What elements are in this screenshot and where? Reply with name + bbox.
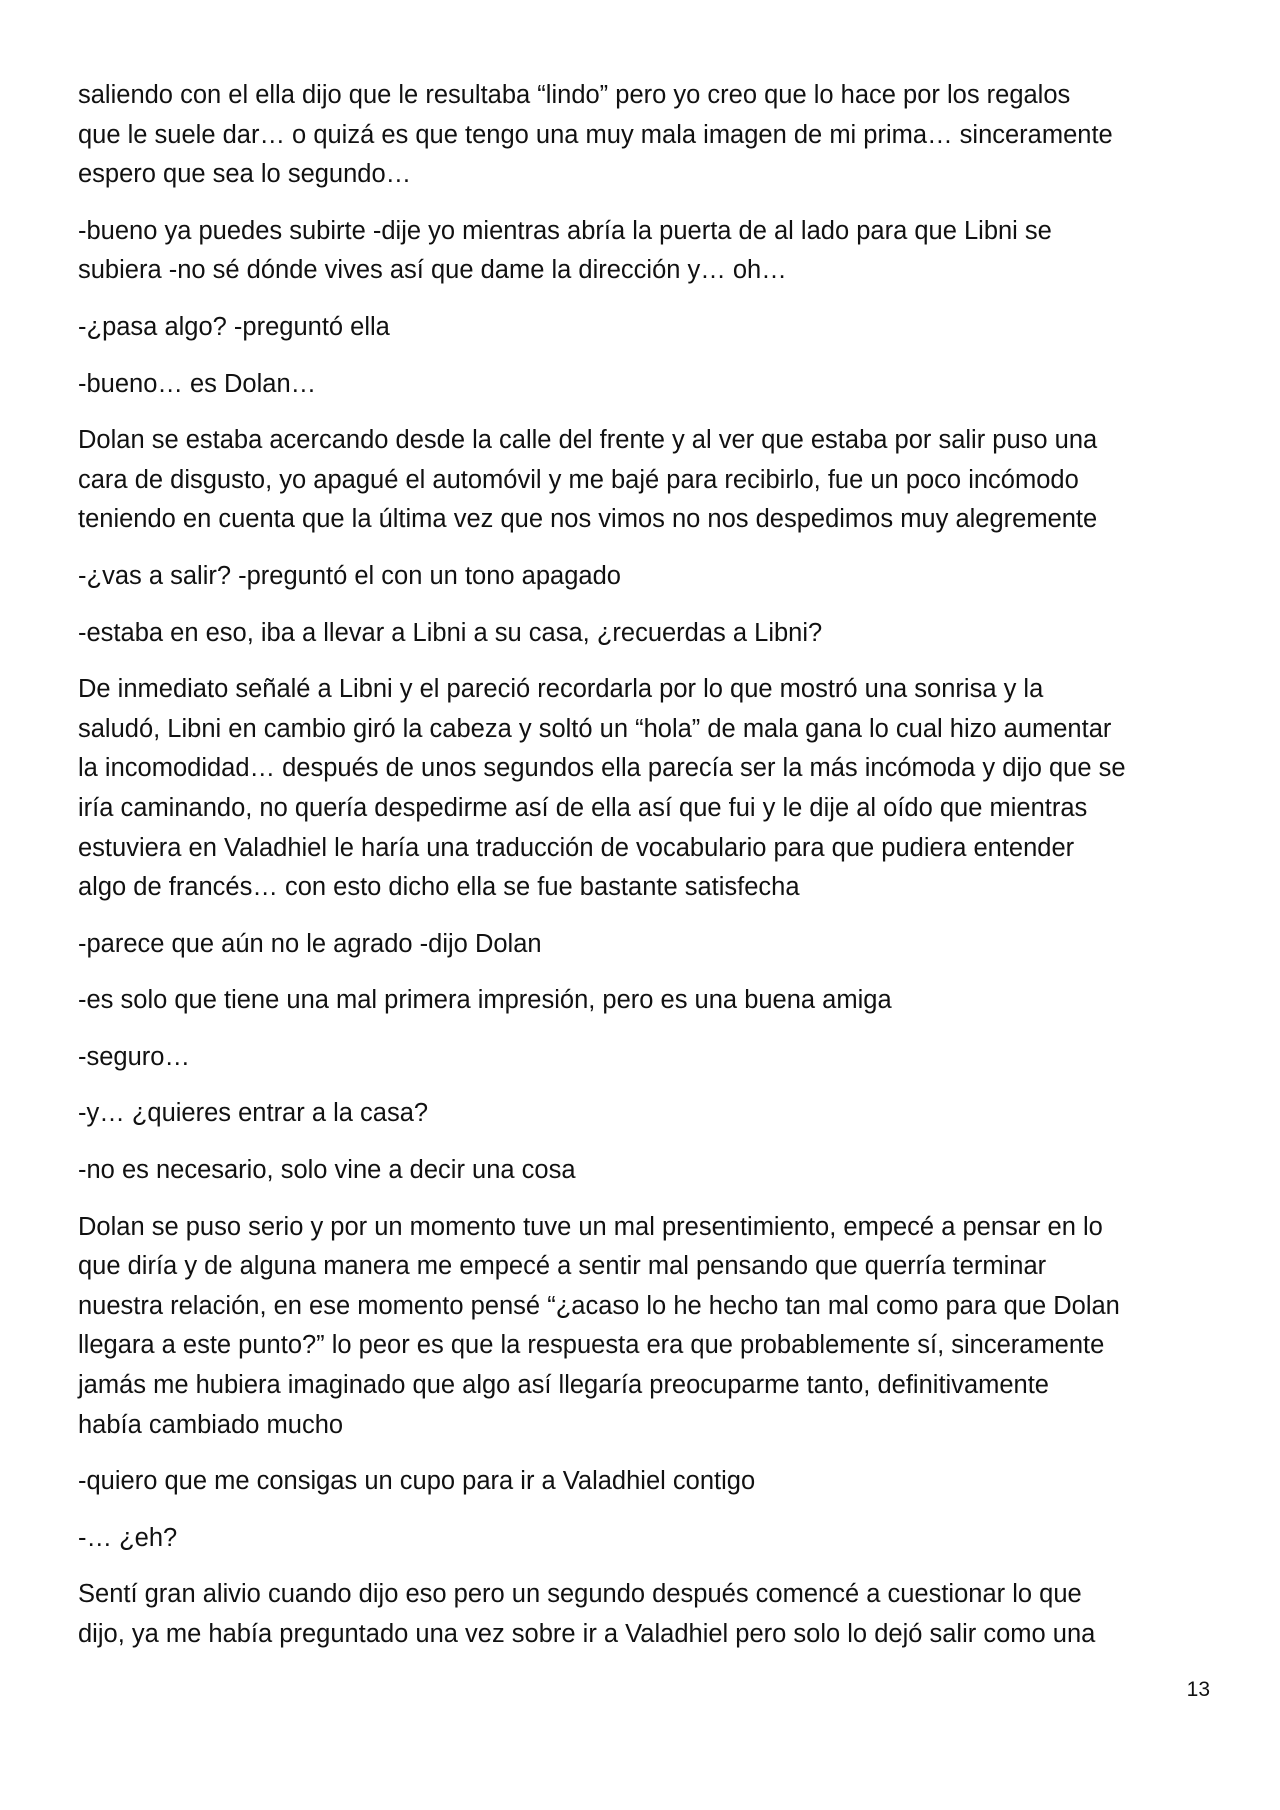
paragraph (78, 1038, 1208, 1078)
text-line: Dolan se estaba acercando desde la calle del frente y al ver que estaba por salir puso una (78, 426, 1098, 455)
text-line: -quiero que me consigas un cupo para ir a Valadhiel contigo (78, 1467, 756, 1496)
text-line: -y… ¿quieres entrar a la casa? (78, 1099, 429, 1128)
text-line: algo de francés… con esto dicho ella se fue bastante satisfecha (78, 873, 800, 902)
text-line: -bueno ya puedes subirte -dije yo mientras abría la puerta de al lado para que Libni se (78, 216, 1052, 245)
text-line: la incomodidad… después de unos segundos ella parecía ser la más incómoda y dijo que se (78, 754, 1126, 783)
text-line: -¿vas a salir? -preguntó el con un tono apagado (78, 561, 621, 590)
text-line: estuviera en Valadhiel le haría una traducción de vocabulario para que pudiera entender (78, 833, 1075, 862)
text-line: dijo, ya me había preguntado una vez sobre ir a Valadhiel pero solo lo dejó salir como una (78, 1620, 1096, 1648)
text-line: De inmediato señalé a Libni y el pareció recordarla por lo que mostró una sonrisa y la (78, 675, 1044, 704)
text-line: espero que sea lo segundo… (78, 160, 412, 189)
paragraph (78, 1575, 1208, 1654)
text-line: -no es necesario, solo vine a decir una cosa (78, 1156, 576, 1185)
paragraph (78, 925, 1208, 965)
text-line: nuestra relación, en ese momento pensé “¿acaso lo he hecho tan mal como para que Dolan (78, 1291, 1120, 1320)
paragraph (78, 76, 1208, 195)
paragraph (78, 421, 1208, 540)
text-line: jamás me hubiera imaginado que algo así llegaría preocuparme tanto, definitivamente (78, 1371, 1049, 1400)
text-line: Sentí gran alivio cuando dijo eso pero un segundo después comencé a cuestionar lo que (78, 1580, 1082, 1609)
paragraph (78, 1208, 1208, 1446)
paragraph (78, 1151, 1208, 1191)
text-line: -seguro… (78, 1042, 190, 1071)
paragraph (78, 557, 1208, 597)
body-text (78, 76, 1208, 1672)
text-line: llegara a este punto?” lo peor es que la respuesta era que probablemente sí, sinceramente (78, 1331, 1105, 1360)
text-line: -bueno… es Dolan… (78, 369, 317, 398)
paragraph (78, 1462, 1208, 1502)
text-line: Dolan se puso serio y por un momento tuve un mal presentimiento, empecé a pensar en lo (78, 1212, 1103, 1241)
paragraph (78, 1519, 1208, 1559)
text-line: había cambiado mucho (78, 1410, 344, 1439)
text-line: -… ¿eh? (78, 1523, 178, 1552)
paragraph (78, 365, 1208, 405)
text-line: subiera -no sé dónde vives así que dame la dirección y… oh… (78, 256, 787, 285)
text-line: cara de disgusto, yo apagué el automóvil y me bajé para recibirlo, fue un poco incómodo (78, 465, 1079, 494)
text-line: que diría y de alguna manera me empecé a sentir mal pensando que querría terminar (78, 1252, 1047, 1281)
page-number: 13 (1186, 1678, 1210, 1701)
paragraph (78, 614, 1208, 654)
paragraph (78, 308, 1208, 348)
text-line: teniendo en cuenta que la última vez que nos vimos no nos despedimos muy alegremente (78, 505, 1098, 534)
text-line: -es solo que tiene una mal primera impresión, pero es una buena amiga (78, 986, 892, 1015)
text-line: que le suele dar… o quizá es que tengo una muy mala imagen de mi prima… sinceramente (78, 120, 1113, 149)
text-line: saliendo con el ella dijo que le resultaba “lindo” pero yo creo que lo hace por los regalos (78, 81, 1071, 109)
paragraph (78, 1094, 1208, 1134)
text-line: -¿pasa algo? -preguntó ella (78, 312, 390, 341)
text-line: -parece que aún no le agrado -dijo Dolan (78, 929, 542, 958)
paragraph (78, 981, 1208, 1021)
text-line: iría caminando, no quería despedirme así de ella así que fui y le dije al oído que mientras (78, 793, 1088, 822)
paragraph (78, 670, 1208, 908)
text-line: saludó, Libni en cambio giró la cabeza y soltó un “hola” de mala gana lo cual hizo aumentar (78, 714, 1112, 743)
paragraph (78, 212, 1208, 291)
text-line: -estaba en eso, iba a llevar a Libni a su casa, ¿recuerdas a Libni? (78, 618, 823, 647)
